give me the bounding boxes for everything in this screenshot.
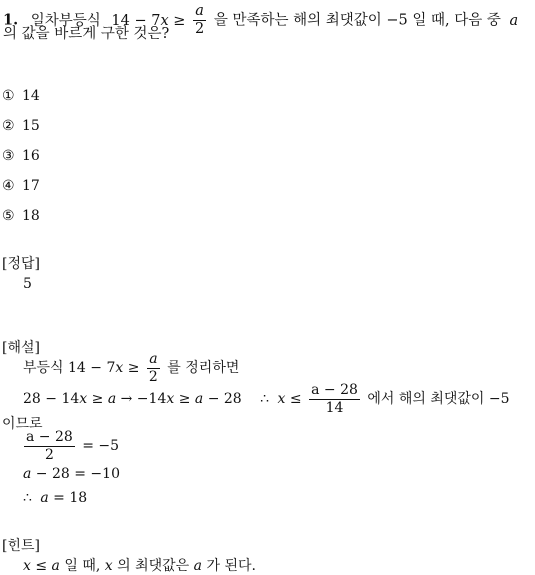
explanation-line-2: 28 − 14x ≥ a → −14x ≥ a − 28 ∴ x ≤ $\frac{a - 28}{14}$ 에서 해의 최댓값이 −5 xyxy=(23,382,510,416)
question-number: 1. xyxy=(3,11,19,29)
choice-2[interactable] xyxy=(2,118,40,134)
answer-label: [정답] xyxy=(2,256,40,272)
choice-marker: ③ xyxy=(2,148,15,164)
choice-1[interactable] xyxy=(2,88,40,104)
choice-3[interactable] xyxy=(2,148,40,164)
choice-value: 16 xyxy=(22,148,40,164)
question-text-condition: 을 만족하는 해의 최댓값이 −5 일 때, 다음 중 xyxy=(213,12,501,29)
question-text-intro: 일차부등식 xyxy=(30,12,101,29)
explanation-equation-1: $\frac{a - 28}{2}$ = −5 xyxy=(26,429,120,463)
question-expression: 14 − 7x ≥ xyxy=(111,12,186,29)
explanation-fraction-2: $\frac{a - 28}{14}$ xyxy=(311,382,358,416)
question-var-a: a xyxy=(509,12,519,29)
explanation-equation-2: a − 28 = −10 xyxy=(23,466,120,482)
choice-marker: ⑤ xyxy=(2,208,15,224)
choice-marker: ④ xyxy=(2,178,15,194)
question-line-2 xyxy=(3,25,169,43)
choice-5[interactable] xyxy=(2,208,40,224)
explanation-fraction-1: $\frac{a}{2}$ xyxy=(148,351,158,385)
explanation-line-1: 부등식 14 − 7x ≥ $\frac{a}{2}$ 를 정리하면 xyxy=(23,351,240,385)
choice-marker: ① xyxy=(2,88,15,104)
choice-4[interactable] xyxy=(2,178,40,194)
choice-marker: ② xyxy=(2,118,15,134)
hint-label: [힌트] xyxy=(2,538,40,554)
choice-value: 15 xyxy=(22,118,40,134)
answer-value: 5 xyxy=(23,276,32,292)
explanation-label: [해설] xyxy=(2,340,40,356)
explanation-equation-3: ∴ a = 18 xyxy=(23,490,88,506)
explanation-fraction-3: $\frac{a - 28}{2}$ xyxy=(26,429,73,463)
question-text-ask: 의 값을 바르게 구한 것은? xyxy=(3,26,170,42)
explanation-line-3: 이므로 xyxy=(2,416,43,432)
choice-value: 18 xyxy=(22,208,40,224)
choice-value: 17 xyxy=(22,178,40,194)
question-fraction: $\frac{a}{2}$ xyxy=(195,3,205,38)
choice-value: 14 xyxy=(22,88,40,104)
hint-text: x ≤ a 일 때, x 의 최댓값은 a 가 된다. xyxy=(23,558,256,574)
